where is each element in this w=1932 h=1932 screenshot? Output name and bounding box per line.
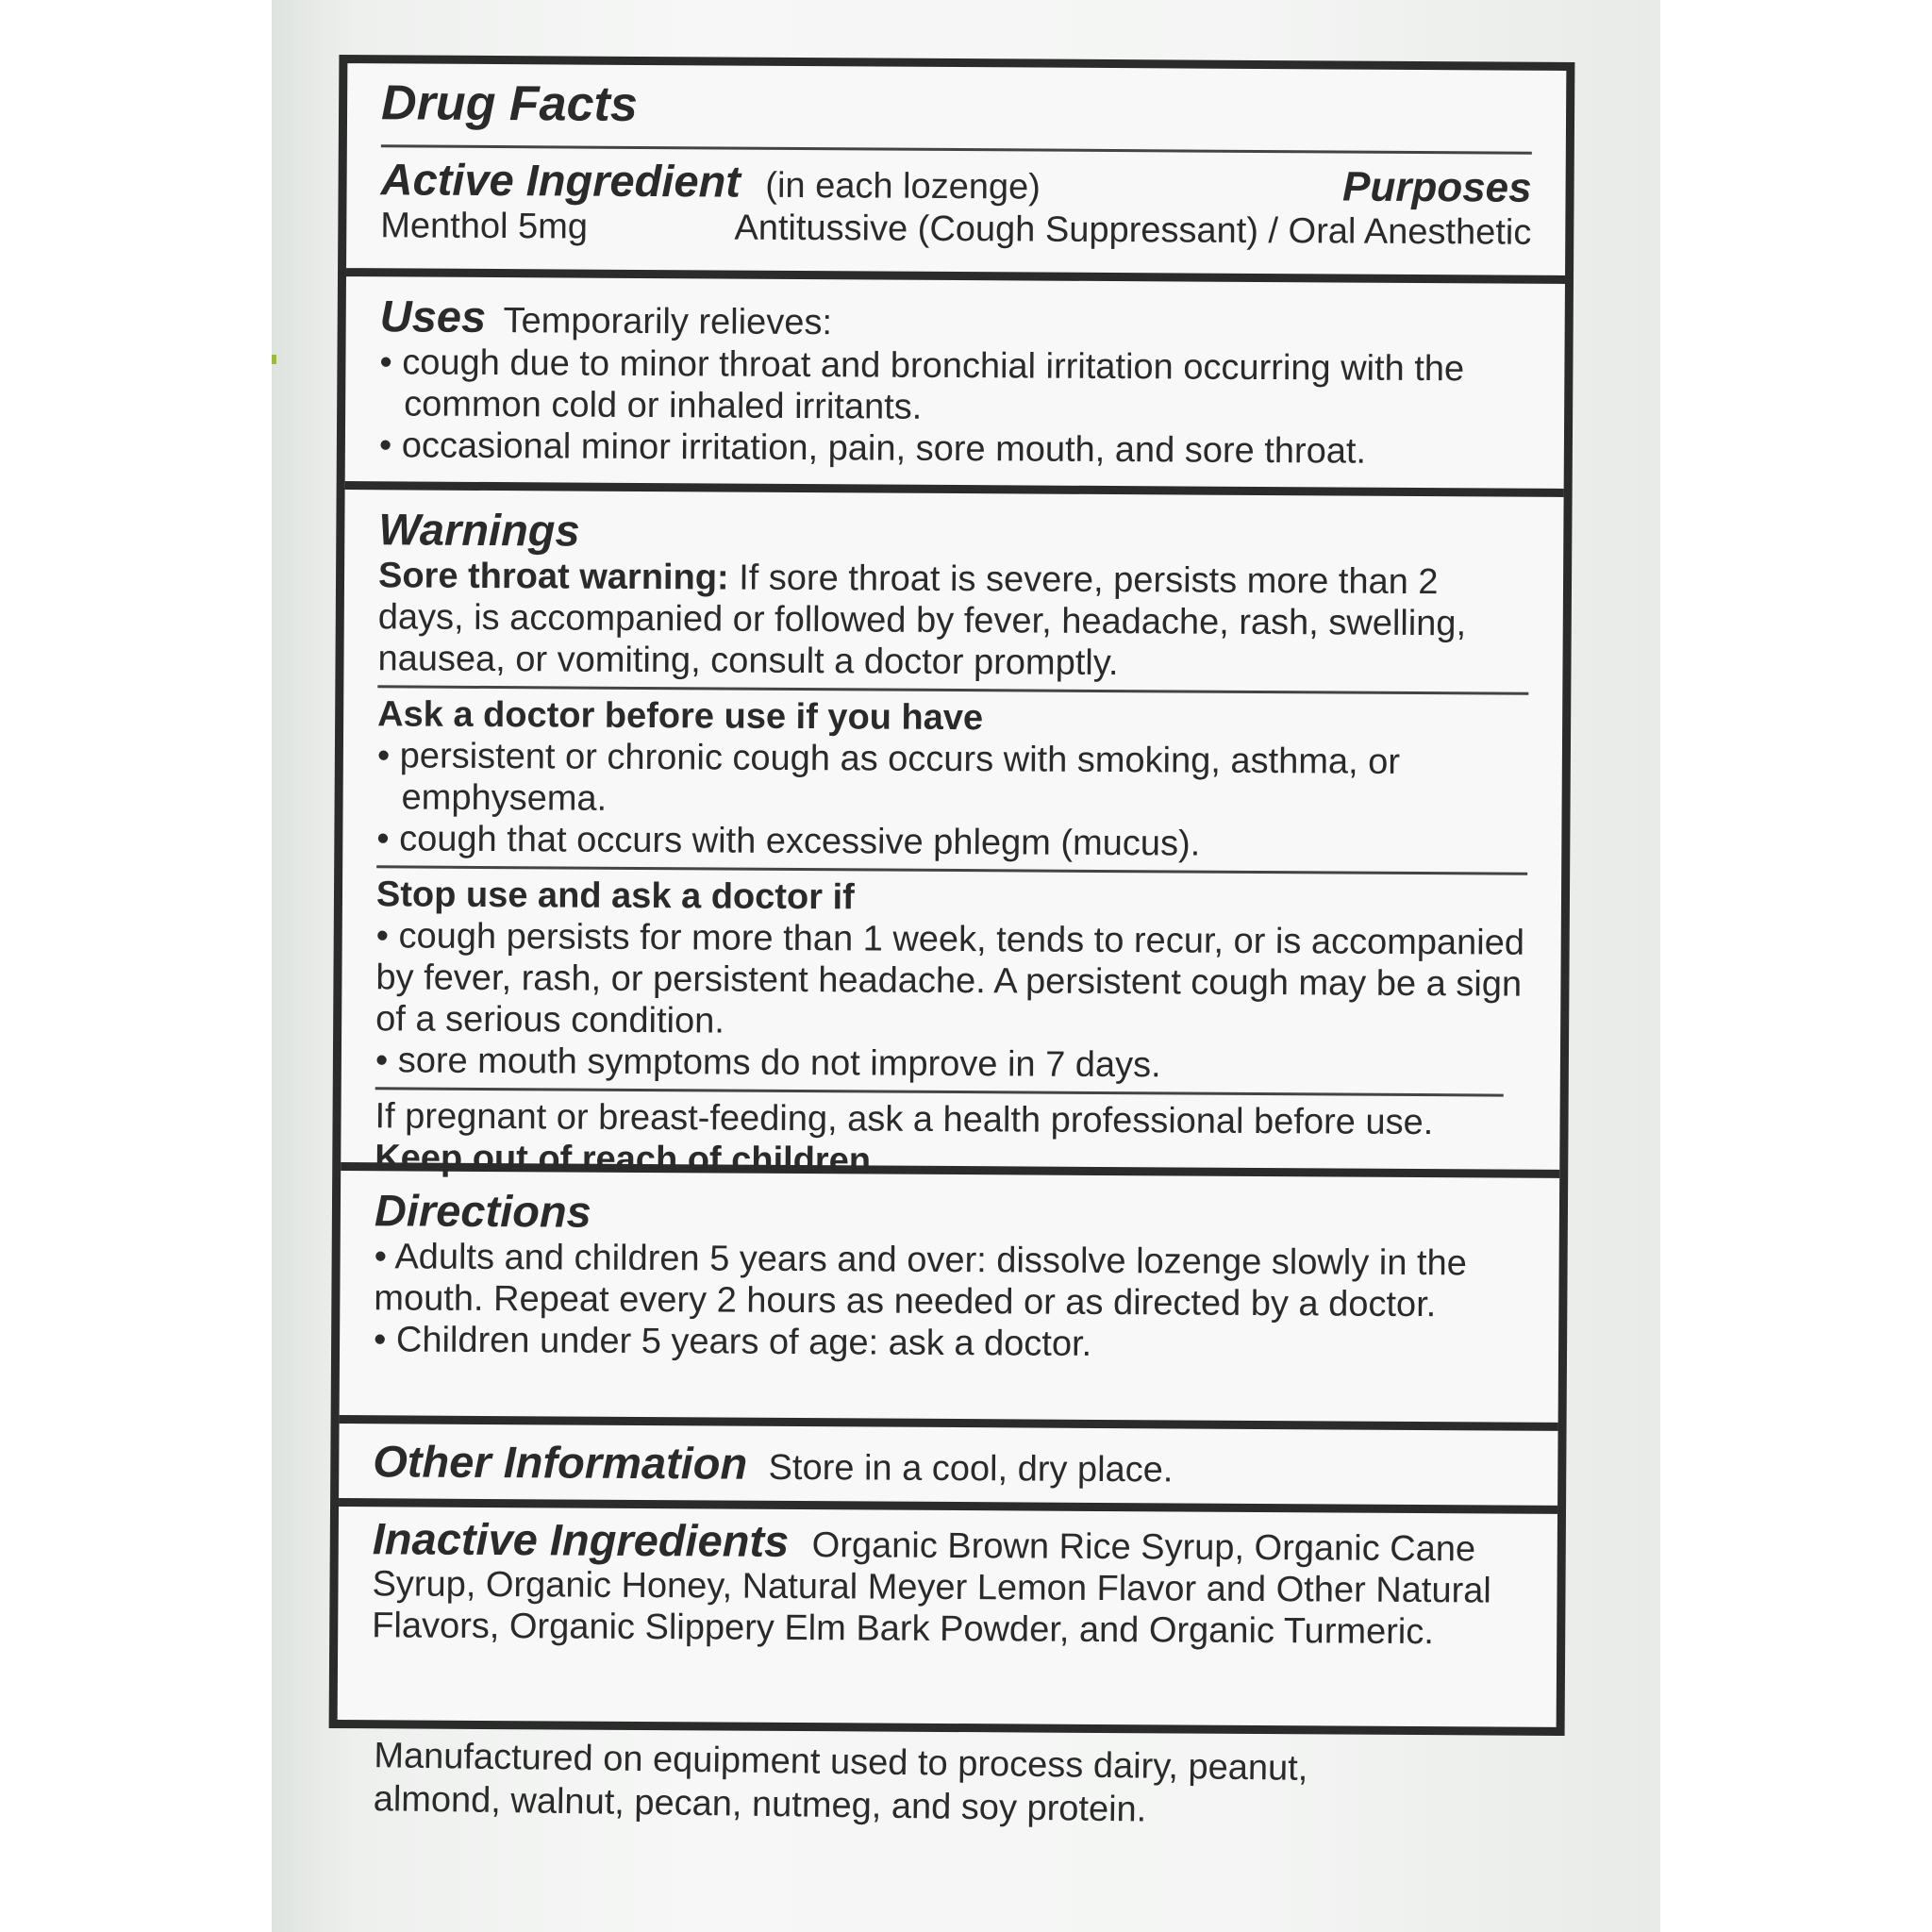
drug-facts-panel	[329, 55, 1575, 1736]
uses-heading: Uses	[379, 291, 487, 341]
uses-item: • cough due to minor throat and bronchial irritation occurring with the common cold or inhaled irritants.	[379, 342, 1465, 427]
keep-out-text: Keep out of reach of children.	[375, 1138, 881, 1181]
active-ingredient-value: Menthol 5mg	[380, 206, 589, 247]
purpose-value: Antitussive (Cough Suppressant) / Oral Anesthetic	[734, 208, 1532, 253]
inactive-ingredients-text: Organic Brown Rice Syrup, Organic Cane Syrup, Organic Honey, Natural Meyer Lemon Flavor and Other Natural Flavors, Organic Slippery Elm Bark Powder, and Organic Turmeric.	[372, 1525, 1491, 1653]
inactive-ingredients-heading: Inactive Ingredients	[372, 1513, 790, 1566]
other-information-text: Store in a cool, dry place.	[768, 1447, 1174, 1491]
pregnancy-text: If pregnant or breast-feeding, ask a health professional before use.	[375, 1096, 1434, 1143]
active-value-row	[380, 205, 1531, 253]
stop-use-item: • cough persists for more than 1 week, tends to recur, or is accompanied by fever, rash, or persistent headache. A persistent cough may be a sign of a serious condition.	[375, 916, 1525, 1041]
ask-doctor-heading: Ask a doctor before use if you have	[377, 694, 984, 739]
inactive-ingredients	[372, 1513, 1524, 1653]
purposes-heading: Purposes	[1341, 163, 1532, 211]
title-rule	[381, 144, 1532, 154]
ask-doctor-item: • cough that occurs with excessive phlegm (mucus).	[376, 819, 1201, 864]
uses-section	[345, 276, 1565, 497]
other-information-section	[339, 1424, 1558, 1514]
warnings-rule	[375, 1087, 1504, 1096]
warnings-rule	[377, 685, 1528, 694]
directions-item: • Adults and children 5 years and over: dissolve lozenge slowly in the mouth. Repeat every 2 hours as needed or as directed by a doctor.	[374, 1237, 1467, 1325]
warnings-rule	[376, 865, 1527, 874]
stop-use-heading: Stop use and ask a doctor if	[375, 874, 855, 918]
allergen-statement: Manufactured on equipment used to process dairy, peanut, almond, walnut, pecan, nutmeg, and soy protein.	[373, 1736, 1308, 1830]
active-ingredient-section	[346, 63, 1566, 284]
drug-facts-title: Drug Facts	[380, 75, 638, 132]
directions-heading: Directions	[374, 1185, 591, 1237]
sore-throat-label: Sore throat warning:	[377, 556, 729, 598]
uses-lead: Temporarily relieves:	[503, 301, 833, 343]
inactive-ingredients-section	[338, 1507, 1557, 1727]
ask-doctor-item: • persistent or chronic cough as occurs with smoking, asthma, or emphysema.	[376, 736, 1401, 819]
sore-throat-warning	[377, 555, 1529, 686]
active-ingredient-note: (in each lozenge)	[765, 165, 1041, 208]
warnings-section	[341, 490, 1563, 1181]
other-information-heading: Other Information	[373, 1436, 748, 1489]
sore-throat-text: If sore throat is severe, persists more than 2 days, is accompanied or followed by fever, headache, rash, swelling, nausea, or vomiting, consult a doctor promptly.	[377, 558, 1467, 684]
uses-item: • occasional minor irritation, pain, sore mouth, and sore throat.	[378, 425, 1367, 472]
green-mark	[272, 355, 276, 364]
stop-use-item: • sore mouth symptoms do not improve in 7 days.	[375, 1041, 1161, 1086]
active-ingredient-heading: Active Ingredient	[380, 154, 741, 207]
active-header-row	[380, 153, 1531, 211]
directions-item: • Children under 5 years of age: ask a doctor.	[373, 1320, 1092, 1364]
directions-section	[340, 1171, 1560, 1431]
warnings-heading: Warnings	[378, 504, 580, 556]
